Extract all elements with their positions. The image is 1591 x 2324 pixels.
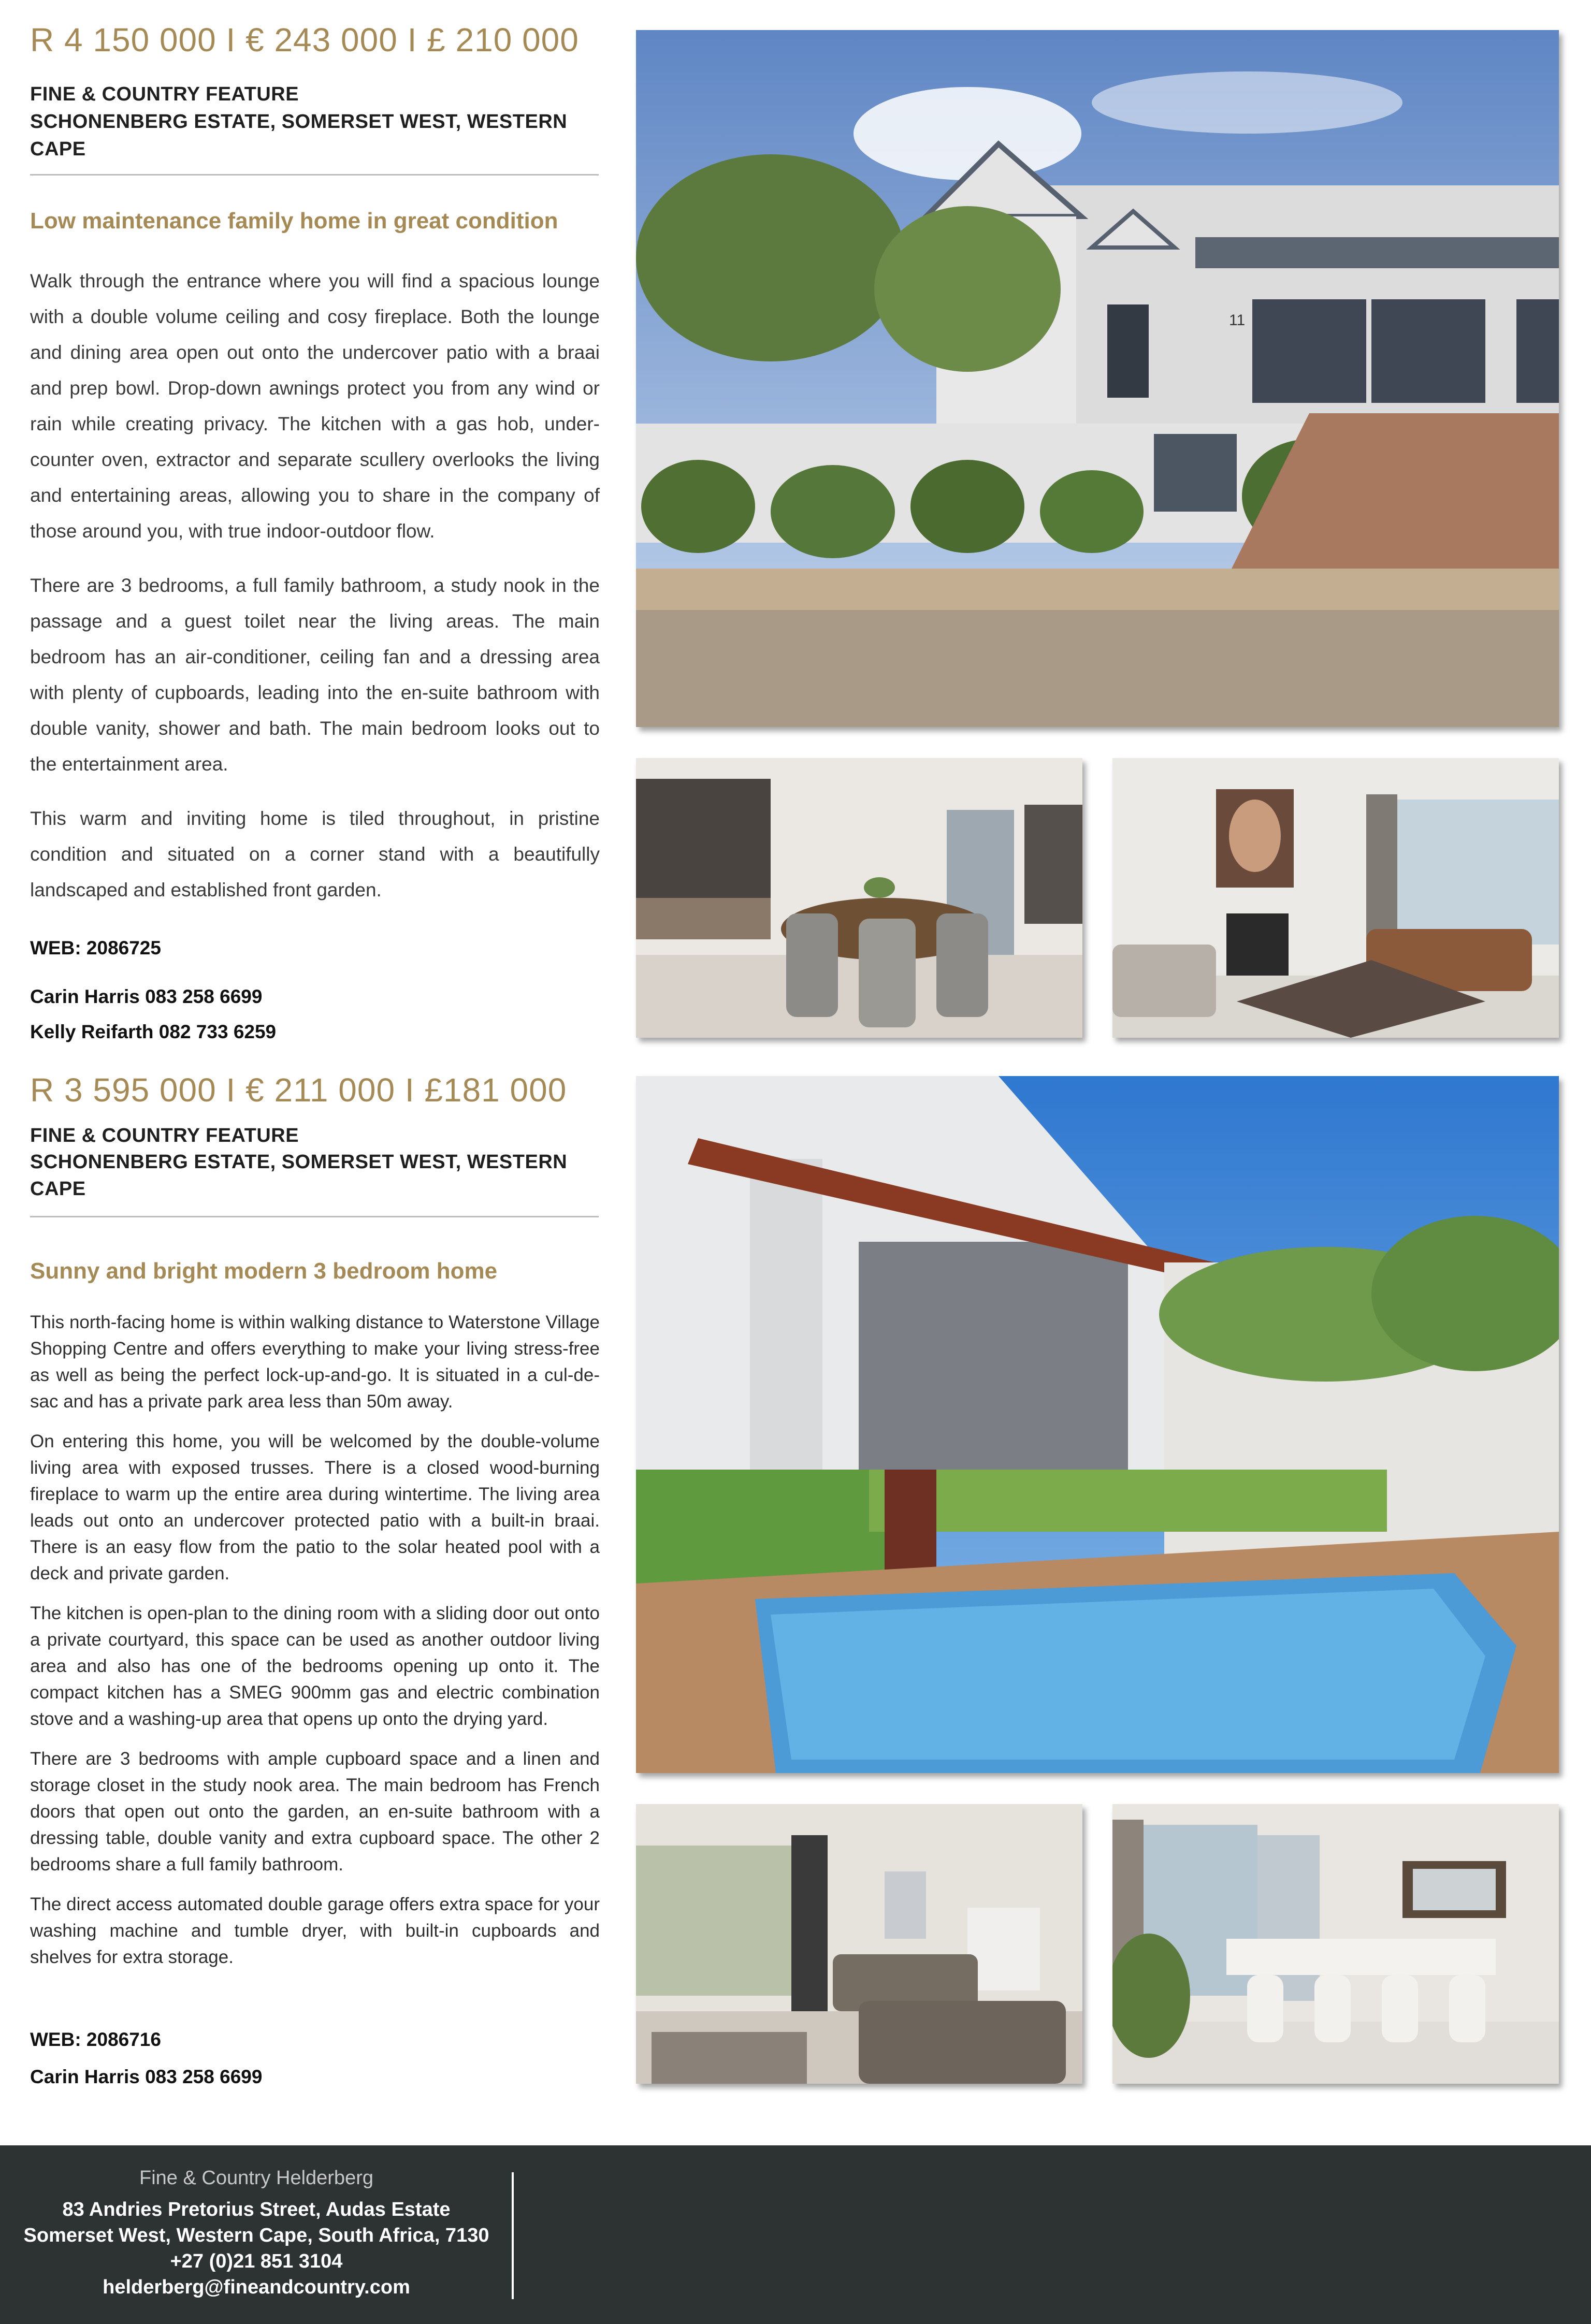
footer-divider (512, 2172, 514, 2299)
listing-2-paragraph: This north-facing home is within walking distance to Waterstone Village Shopping Centre and offers everything to make your living stress-free as well as being the perfect lock-up-and-go. It is situated in a cul-de-sac and has a private park area less than 50m away. (30, 1312, 600, 1412)
listing-1-exterior-photo (636, 30, 1559, 727)
listing-2-living-photo (636, 1804, 1082, 2084)
listing-2-divider (30, 1216, 599, 1217)
office-phone: +27 (0)21 851 3104 (170, 2250, 343, 2272)
office-email[interactable]: helderberg@fineandcountry.com (103, 2276, 410, 2298)
listing-2-dining-photo (1112, 1804, 1559, 2084)
listing-2-paragraph: The direct access automated double garage offers extra space for your washing machine and tumble dryer, with built-in cupboards and shelves for extra storage. (30, 1894, 600, 1967)
listing-1-text (30, 21, 600, 1042)
listing-1-location: SCHONENBERG ESTATE, SOMERSET WEST, WESTERN CAPE (30, 111, 568, 161)
listing-2 (0, 1051, 1591, 2139)
office-address-line-1: 83 Andries Pretorius Street, Audas Estate (62, 2199, 451, 2220)
listing-2-price: R 3 595 000 I € 211 000 I £181 000 (30, 1071, 567, 1109)
listing-1-dining-photo (636, 758, 1082, 1038)
listing-1-feature-label: FINE & COUNTRY FEATURE (30, 83, 299, 105)
listing-1-paragraph: There are 3 bedrooms, a full family bathroom, a study nook in the passage and a guest toilet near the living areas. The main bedroom has an air-conditioner, ceiling fan and a dressing area with plenty of cupboards, leading into the en-suite bathroom with double vanity, shower and bath. The main bedroom looks out to the entertainment area. (30, 575, 600, 775)
listing-1-paragraph: Walk through the entrance where you will find a spacious lounge with a double volume ceiling and cosy fireplace. Both the lounge and dining area open out onto the undercover patio with a braai and prep bowl. Drop-down awnings protect you from any wind or rain while creating privacy. The kitchen with a gas hob, under-counter oven, extractor and separate scullery overlooks the living and entertaining areas, allowing you to share in the company of those around you, with true indoor-outdoor flow. (30, 270, 600, 542)
listing-1-agent: Carin Harris 083 258 6699 (30, 986, 263, 1007)
listing-1-web-reference: WEB: 2086725 (30, 937, 161, 958)
listing-2-description (30, 1309, 600, 1970)
listing-1-headline: Low maintenance family home in great condition (30, 208, 558, 234)
listing-2-location: SCHONENBERG ESTATE, SOMERSET WEST, WESTERN CAPE (30, 1151, 568, 1200)
listing-1-lounge-photo (1112, 758, 1559, 1038)
listing-2-paragraph: On entering this home, you will be welcomed by the double-volume living area with exposed trusses. There is a closed wood-burning fireplace to warm up the entire area during wintertime. The living area leads out onto an undercover protected patio with a built-in braai. There is an easy flow from the patio to the solar heated pool with a deck and private garden. (30, 1431, 600, 1584)
office-address-line-2: Somerset West, Western Cape, South Africa, 7130 (23, 2225, 489, 2246)
listing-2-pool-photo (636, 1076, 1559, 1773)
listing-1-price: R 4 150 000 I € 243 000 I £ 210 000 (30, 21, 579, 59)
listing-1-paragraph: This warm and inviting home is tiled throughout, in pristine condition and situated on a corner stand with a beautifully landscaped and established front garden. (30, 808, 600, 900)
house-number: 11 (1229, 312, 1246, 329)
listing-2-paragraph: There are 3 bedrooms with ample cupboard space and a linen and storage closet in the study nook area. The main bedroom has French doors that open out onto the garden, an en-suite bathroom with a dressing table, double vanity and extra cupboard space. The other 2 bedrooms share a full family bathroom. (30, 1749, 600, 1875)
listing-1-agent: Kelly Reifarth 082 733 6259 (30, 1021, 277, 1042)
listing-2-text (30, 1051, 600, 2087)
listing-2-headline: Sunny and bright modern 3 bedroom home (30, 1258, 498, 1284)
listing-2-feature-label: FINE & COUNTRY FEATURE (30, 1125, 299, 1146)
listing-1 (0, 0, 1591, 1051)
office-name: Fine & Country Helderberg (139, 2167, 373, 2189)
listing-2-paragraph: The kitchen is open-plan to the dining room with a sliding door out onto a private courtyard, this space can be used as another outdoor living area and also has one of the bedrooms opening up onto it. The compact kitchen has a SMEG 900mm gas and electric combination stove and a washing-up area that opens up onto the drying yard. (30, 1603, 600, 1729)
listing-1-description (30, 263, 600, 908)
listing-2-agent: Carin Harris 083 258 6699 (30, 2066, 263, 2087)
office-footer (0, 2145, 1591, 2324)
listing-1-divider (30, 174, 599, 176)
listing-2-web-reference: WEB: 2086716 (30, 2029, 161, 2050)
